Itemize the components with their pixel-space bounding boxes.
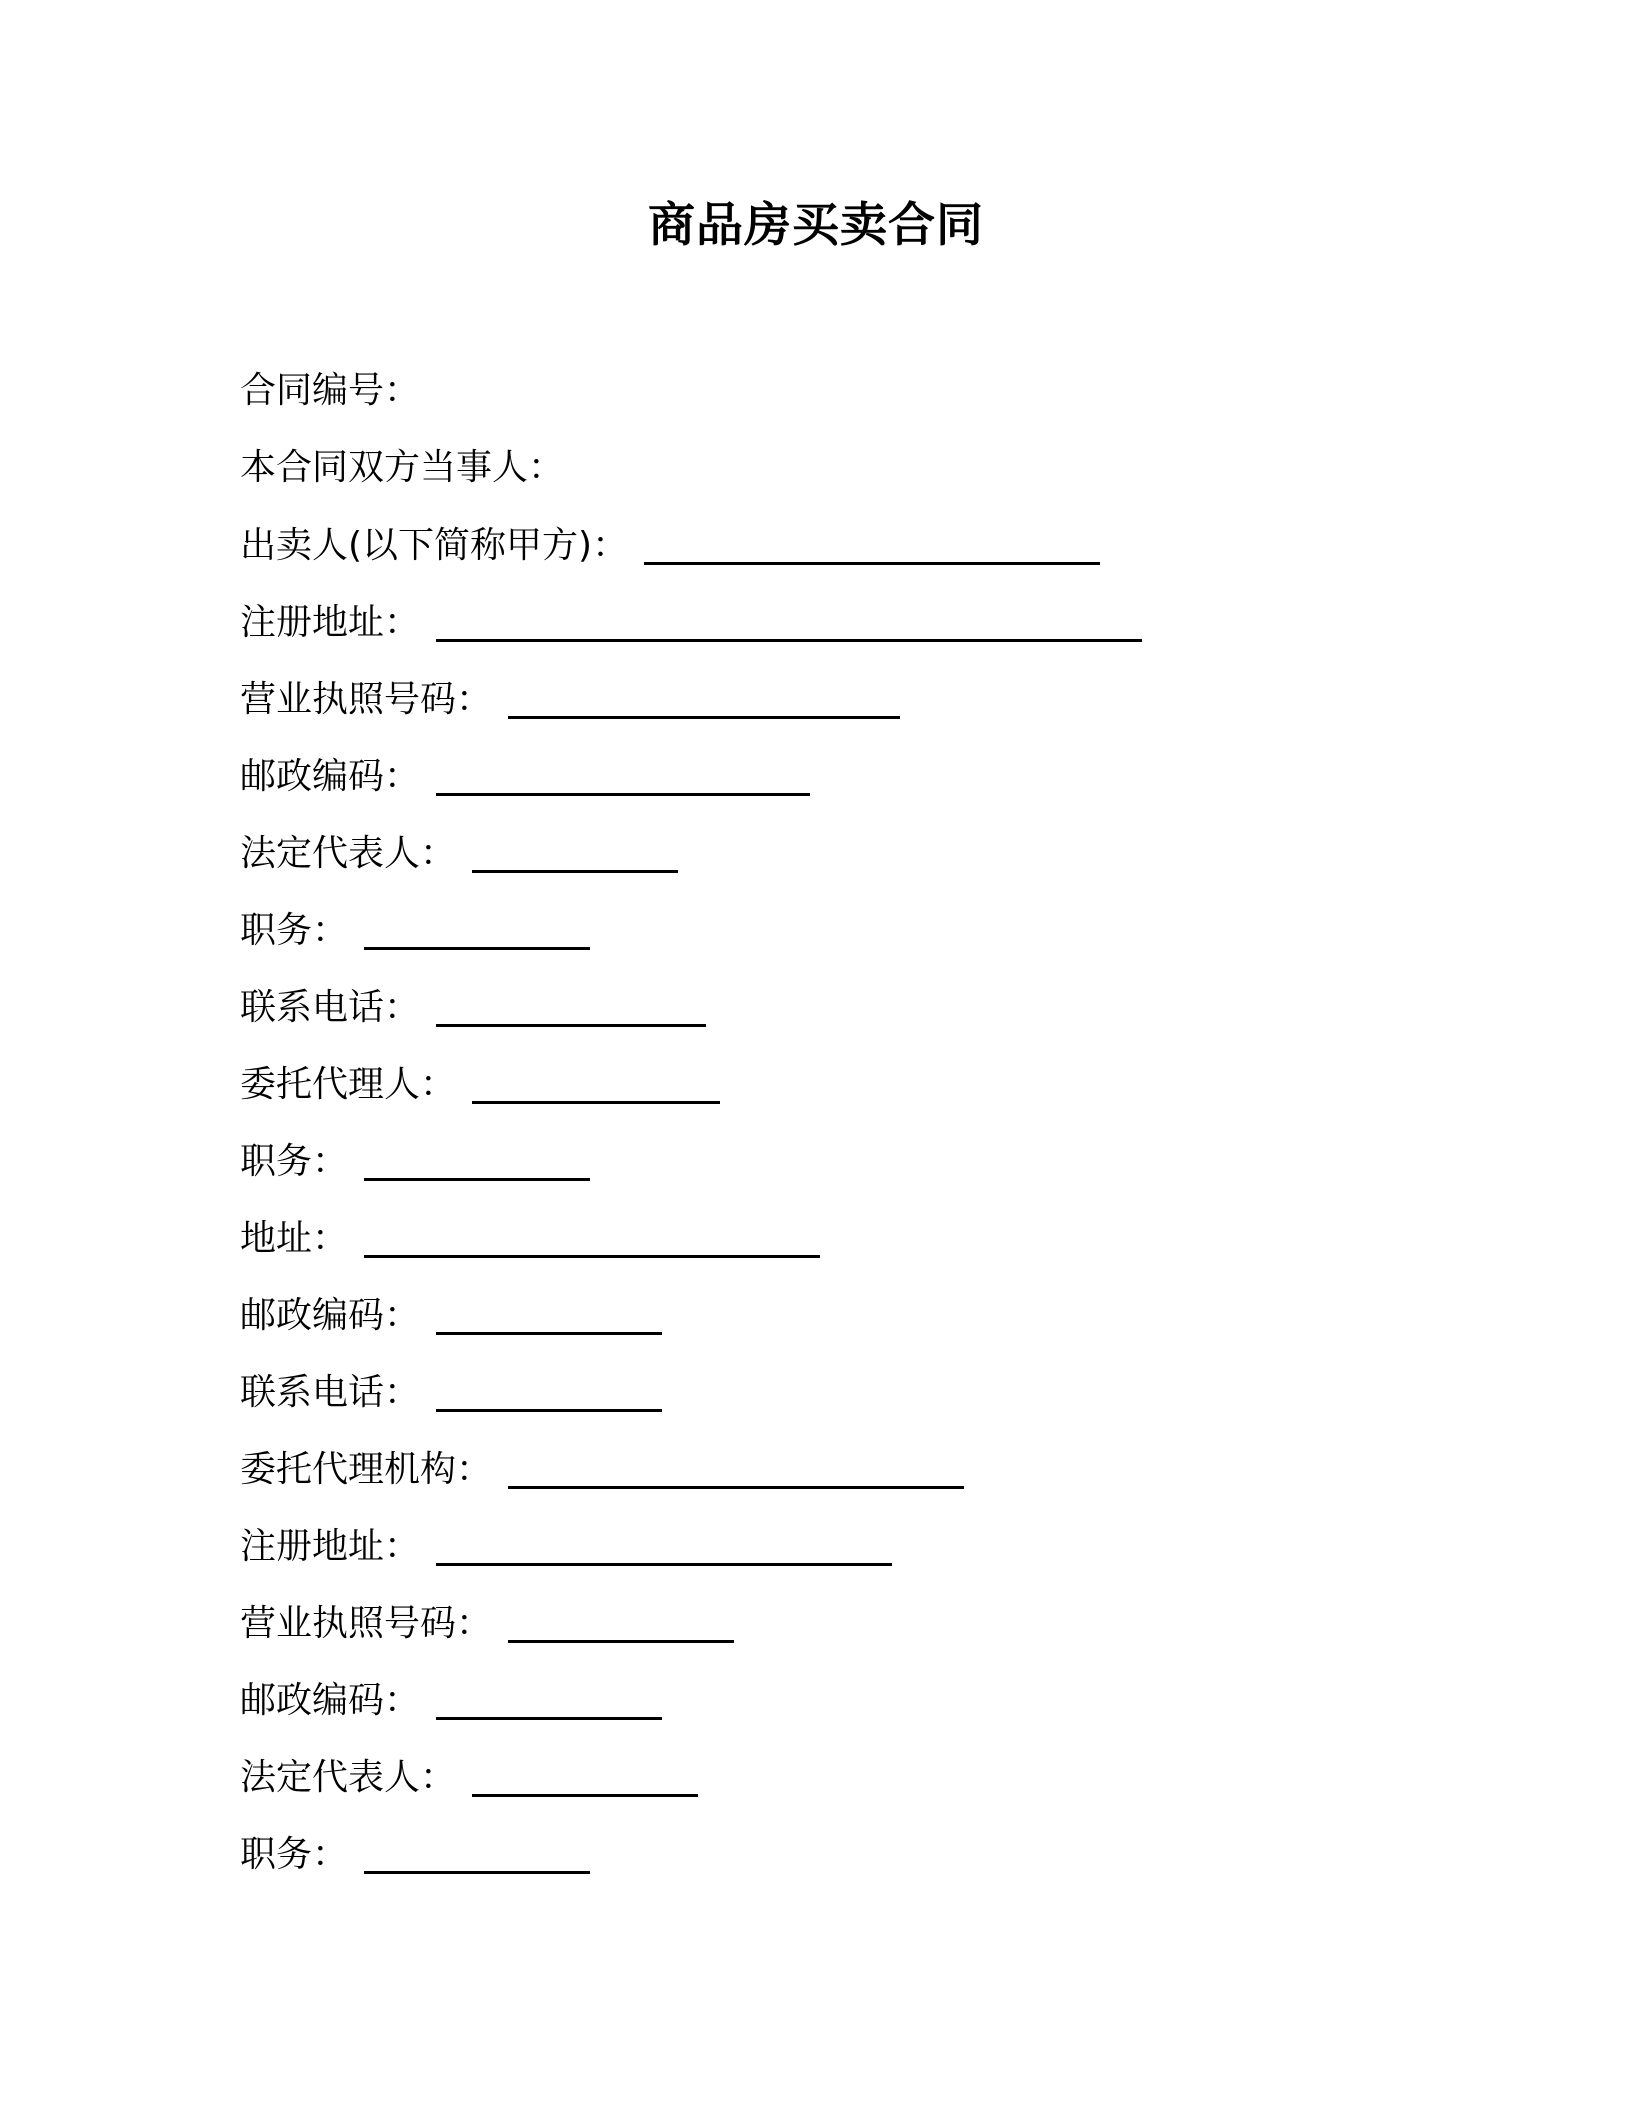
field-list [240,366,1490,1907]
blank-line[interactable] [508,1446,964,1489]
field-label: 出卖人(以下简称甲方)： [240,525,629,566]
field-label: 邮政编码： [240,1680,421,1721]
field-label: 注册地址： [240,1526,421,1567]
blank-line[interactable] [436,1523,892,1566]
field-row-agency [240,1445,1490,1522]
field-row-address [240,1214,1490,1291]
blank-line[interactable] [436,753,810,796]
field-label: 委托代理人： [240,1064,457,1105]
field-label: 营业执照号码： [240,1603,493,1644]
blank-line[interactable] [364,907,590,950]
blank-line[interactable] [436,1292,662,1335]
field-label: 邮政编码： [240,1295,421,1336]
blank-line[interactable] [644,522,1100,565]
field-row-postal-code [240,1676,1490,1753]
field-row-phone [240,1368,1490,1445]
field-row-postal-code [240,1291,1490,1368]
field-row-position [240,1830,1490,1907]
blank-line[interactable] [364,1831,590,1874]
field-row-legal-representative [240,1753,1490,1830]
field-label: 本合同双方当事人： [240,447,565,488]
blank-line[interactable] [508,1600,734,1643]
field-row-registered-address [240,598,1490,675]
blank-line[interactable] [436,599,1142,642]
field-row-registered-address [240,1522,1490,1599]
blank-line[interactable] [436,1677,662,1720]
blank-line[interactable] [472,1061,720,1104]
blank-line[interactable] [472,830,678,873]
blank-line[interactable] [436,1369,662,1412]
field-label: 委托代理机构： [240,1449,493,1490]
field-row-position [240,906,1490,983]
blank-line[interactable] [436,984,706,1027]
field-label: 法定代表人： [240,833,457,874]
field-label: 联系电话： [240,987,421,1028]
field-label: 联系电话： [240,1372,421,1413]
field-row-parties [240,443,1490,521]
field-row-postal-code [240,752,1490,829]
field-row-position [240,1137,1490,1214]
field-label: 注册地址： [240,602,421,643]
blank-line[interactable] [508,676,900,719]
blank-line[interactable] [364,1138,590,1181]
field-row-business-license [240,675,1490,752]
field-label: 职务： [240,1141,349,1182]
field-row-contract-number [240,366,1490,443]
blank-line[interactable] [364,1215,820,1258]
field-label: 地址： [240,1218,349,1259]
field-row-seller [240,521,1490,598]
field-label: 法定代表人： [240,1757,457,1798]
field-label: 邮政编码： [240,756,421,797]
field-label: 营业执照号码： [240,679,493,720]
field-label: 职务： [240,910,349,951]
field-row-business-license [240,1599,1490,1676]
field-label: 职务： [240,1834,349,1875]
field-label: 合同编号： [240,370,421,411]
document-title: 商品房买卖合同 [648,198,984,253]
field-row-phone [240,983,1490,1060]
field-row-legal-representative [240,829,1490,906]
blank-line[interactable] [472,1754,698,1797]
field-row-agent [240,1060,1490,1137]
